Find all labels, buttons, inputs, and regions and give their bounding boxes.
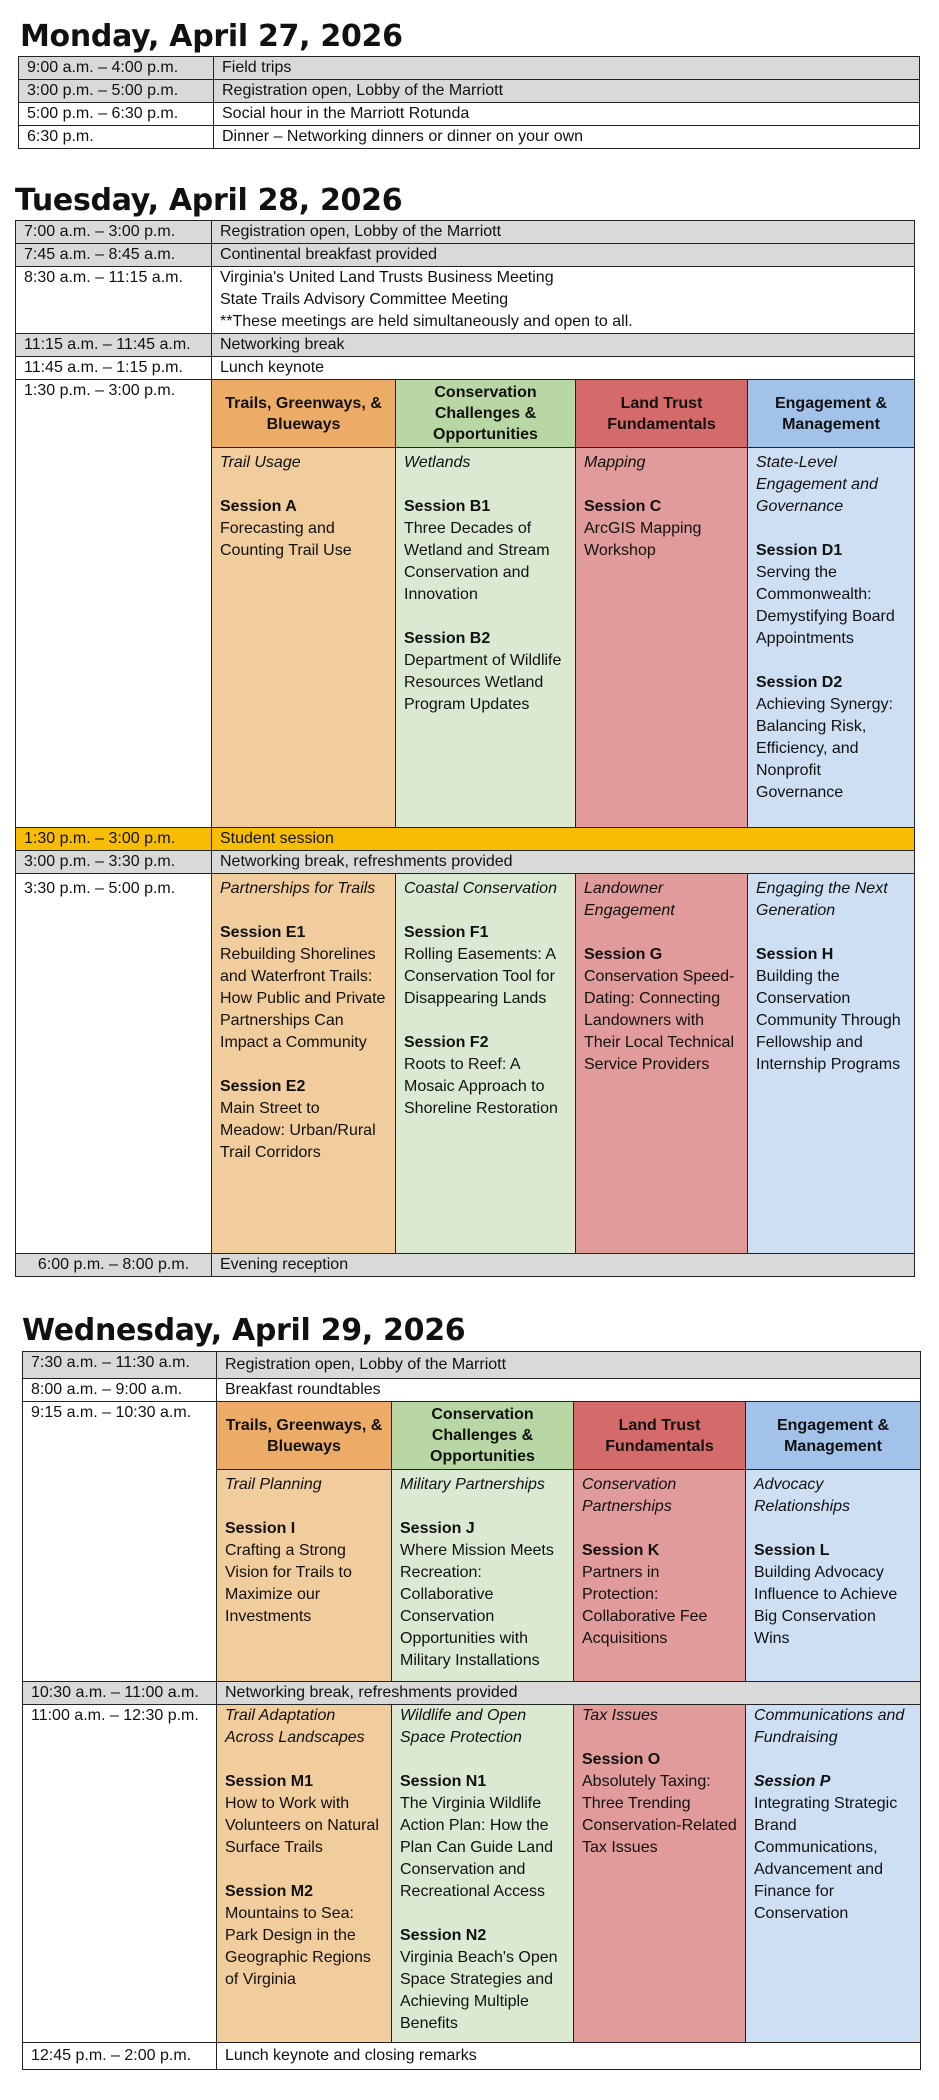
session-label: Session M1: [225, 1773, 314, 1790]
session-cell: [217, 1470, 392, 1682]
table-row: [19, 126, 920, 149]
table-row: [23, 1379, 921, 1402]
session-label: Session F1: [404, 924, 489, 941]
day-heading-wednesday: Wednesday, April 29, 2026: [22, 1313, 466, 1348]
session-title: Serving the Commonwealth: Demystifying Board Appointments: [756, 564, 895, 647]
topic-label: Wildlife and Open Space Protection: [400, 1707, 527, 1746]
session-label: Session L: [754, 1542, 830, 1559]
session-label: Session A: [220, 498, 297, 515]
session-title: The Virginia Wildlife Action Plan: How the Plan Can Guide Land Conservation and Recreational Access: [400, 1795, 553, 1900]
event-cell: Networking break, refreshments provided: [217, 1682, 921, 1705]
student-session-row: [16, 828, 915, 851]
topic-label: Tax Issues: [582, 1707, 658, 1724]
table-row: [16, 851, 915, 874]
session-label: Session E1: [220, 924, 306, 941]
time-cell: 6:00 p.m. – 8:00 p.m.: [16, 1254, 212, 1277]
event-cell: Evening reception: [212, 1254, 915, 1277]
session-title: Crafting a Strong Vision for Trails to Maximize our Investments: [225, 1542, 352, 1625]
table-row: [16, 244, 915, 267]
topic-label: Engaging the Next Generation: [756, 880, 888, 919]
table-row: [23, 1682, 921, 1705]
session-title: Integrating Strategic Brand Communications, Advancement and Finance for Conservation: [754, 1795, 898, 1922]
session-title: Main Street to Meadow: Urban/Rural Trail Corridors: [220, 1100, 376, 1161]
track-header-engagement: Engagement & Management: [746, 1402, 921, 1470]
session-cell: [574, 1705, 746, 2043]
time-cell: 7:30 a.m. – 11:30 a.m.: [23, 1352, 217, 1379]
session-cell: [392, 1705, 574, 2043]
topic-label: Communications and Fundraising: [754, 1707, 905, 1746]
day-heading-tuesday: Tuesday, April 28, 2026: [15, 183, 403, 218]
session-cell: [746, 1705, 921, 2043]
session-title: Three Decades of Wetland and Stream Conservation and Innovation: [404, 520, 550, 603]
table-row: [16, 221, 915, 244]
session-label: Session B2: [404, 630, 491, 647]
session-cell: [212, 874, 396, 1254]
track-header-row: [16, 380, 915, 448]
session-title: Partners in Protection: Collaborative Fee Acquisitions: [582, 1564, 708, 1647]
session-title: Rebuilding Shorelines and Waterfront Trails: How Public and Private Partnerships Can Impact a Community: [220, 946, 386, 1051]
topic-label: Conservation Partnerships: [582, 1476, 677, 1515]
event-cell: Networking break: [212, 334, 915, 357]
table-row: [16, 267, 915, 334]
time-cell: 11:45 a.m. – 1:15 p.m.: [16, 357, 212, 380]
track-header-conservation: Conservation Challenges & Opportunities: [392, 1402, 574, 1470]
topic-label: Wetlands: [404, 454, 471, 471]
session-cell: [576, 448, 748, 828]
session-label: Session B1: [404, 498, 491, 515]
time-cell: 1:30 p.m. – 3:00 p.m.: [16, 380, 212, 828]
track-header-land-trust: Land Trust Fundamentals: [574, 1402, 746, 1470]
event-cell: Dinner – Networking dinners or dinner on your own: [214, 126, 920, 149]
table-row: [19, 80, 920, 103]
session-title: Achieving Synergy: Balancing Risk, Efficiency, and Nonprofit Governance: [756, 696, 893, 801]
table-row: [19, 103, 920, 126]
session-title: Mountains to Sea: Park Design in the Geographic Regions of Virginia: [225, 1905, 371, 1988]
track-header-land-trust: Land Trust Fundamentals: [576, 380, 748, 448]
session-title: Rolling Easements: A Conservation Tool for Disappearing Lands: [404, 946, 556, 1007]
event-cell: Field trips: [214, 57, 920, 80]
time-cell: 9:15 a.m. – 10:30 a.m.: [23, 1402, 217, 1682]
time-cell: 3:00 p.m. – 3:30 p.m.: [16, 851, 212, 874]
topic-label: Trail Planning: [225, 1476, 322, 1493]
meeting-line: State Trails Advisory Committee Meeting: [220, 291, 509, 308]
tuesday-schedule: [15, 220, 915, 1277]
table-row: [23, 2043, 921, 2070]
event-cell: [212, 267, 915, 334]
session-cell: [748, 448, 915, 828]
session-label: Session M2: [225, 1883, 314, 1900]
session-title: Roots to Reef: A Mosaic Approach to Shoreline Restoration: [404, 1056, 558, 1117]
time-cell: 11:00 a.m. – 12:30 p.m.: [23, 1705, 217, 2043]
event-cell: Networking break, refreshments provided: [212, 851, 915, 874]
session-title: ArcGIS Mapping Workshop: [584, 520, 702, 559]
session-cell: [748, 874, 915, 1254]
time-cell: 7:00 a.m. – 3:00 p.m.: [16, 221, 212, 244]
event-cell: Registration open, Lobby of the Marriott: [212, 221, 915, 244]
time-cell: 8:30 a.m. – 11:15 a.m.: [16, 267, 212, 334]
day-heading-monday: Monday, April 27, 2026: [20, 19, 403, 54]
time-cell: 12:45 p.m. – 2:00 p.m.: [23, 2043, 217, 2070]
topic-label: State-Level Engagement and Governance: [756, 454, 878, 515]
topic-label: Advocacy Relationships: [754, 1476, 851, 1515]
session-title: Conservation Speed-Dating: Connecting Landowners with Their Local Technical Service Providers: [584, 968, 735, 1073]
track-header-row: [23, 1402, 921, 1470]
session-label: Session P: [754, 1773, 831, 1790]
session-cell: [217, 1705, 392, 2043]
session-title: Department of Wildlife Resources Wetland Program Updates: [404, 652, 562, 713]
event-cell: Student session: [212, 828, 915, 851]
session-label: Session F2: [404, 1034, 489, 1051]
topic-label: Military Partnerships: [400, 1476, 545, 1493]
time-cell: 3:00 p.m. – 5:00 p.m.: [19, 80, 214, 103]
session-cell: [576, 874, 748, 1254]
session-label: Session J: [400, 1520, 475, 1537]
session-label: Session D1: [756, 542, 843, 559]
event-cell: Lunch keynote and closing remarks: [217, 2043, 921, 2070]
topic-label: Partnerships for Trails: [220, 880, 376, 897]
session-label: Session K: [582, 1542, 660, 1559]
time-cell: 7:45 a.m. – 8:45 a.m.: [16, 244, 212, 267]
session-label: Session H: [756, 946, 834, 963]
session-title: Building Advocacy Influence to Achieve Big Conservation Wins: [754, 1564, 898, 1647]
track-header-engagement: Engagement & Management: [748, 380, 915, 448]
track-header-trails: Trails, Greenways, & Blueways: [217, 1402, 392, 1470]
time-cell: 8:00 a.m. – 9:00 a.m.: [23, 1379, 217, 1402]
session-cell: [212, 448, 396, 828]
event-cell: Continental breakfast provided: [212, 244, 915, 267]
time-cell: 9:00 a.m. – 4:00 p.m.: [19, 57, 214, 80]
session-title: Forecasting and Counting Trail Use: [220, 520, 352, 559]
time-cell: 3:30 p.m. – 5:00 p.m.: [16, 874, 212, 1254]
event-cell: Social hour in the Marriott Rotunda: [214, 103, 920, 126]
event-cell: Lunch keynote: [212, 357, 915, 380]
session-title: How to Work with Volunteers on Natural Surface Trails: [225, 1795, 379, 1856]
time-cell: 5:00 p.m. – 6:30 p.m.: [19, 103, 214, 126]
table-row: [16, 1254, 915, 1277]
meeting-line: Virginia's United Land Trusts Business Meeting: [220, 269, 554, 286]
session-label: Session N1: [400, 1773, 487, 1790]
topic-label: Coastal Conservation: [404, 880, 557, 897]
session-row: [16, 874, 915, 1254]
session-cell: [392, 1470, 574, 1682]
session-label: Session I: [225, 1520, 296, 1537]
time-cell: 6:30 p.m.: [19, 126, 214, 149]
session-label: Session D2: [756, 674, 843, 691]
session-title: Where Mission Meets Recreation: Collaborative Conservation Opportunities with Military Installations: [400, 1542, 554, 1669]
table-row: [16, 357, 915, 380]
session-title: Absolutely Taxing: Three Trending Conservation-Related Tax Issues: [582, 1773, 737, 1856]
time-cell: 11:15 a.m. – 11:45 a.m.: [16, 334, 212, 357]
session-cell: [746, 1470, 921, 1682]
track-header-conservation: Conservation Challenges & Opportunities: [396, 380, 576, 448]
table-row: [16, 334, 915, 357]
session-label: Session C: [584, 498, 662, 515]
topic-label: Trail Adaptation Across Landscapes: [225, 1707, 365, 1746]
session-label: Session O: [582, 1751, 661, 1768]
session-title: Building the Conservation Community Through Fellowship and Internship Programs: [756, 968, 901, 1073]
meeting-note: **These meetings are held simultaneously and open to all.: [220, 313, 633, 330]
session-title: Virginia Beach's Open Space Strategies and Achieving Multiple Benefits: [400, 1949, 558, 2032]
session-row: [23, 1705, 921, 2043]
event-cell: Registration open, Lobby of the Marriott: [217, 1352, 921, 1379]
monday-schedule: [18, 56, 920, 149]
time-cell: 10:30 a.m. – 11:00 a.m.: [23, 1682, 217, 1705]
topic-label: Mapping: [584, 454, 646, 471]
time-cell: 1:30 p.m. – 3:00 p.m.: [16, 828, 212, 851]
event-cell: Registration open, Lobby of the Marriott: [214, 80, 920, 103]
topic-label: Trail Usage: [220, 454, 301, 471]
session-cell: [396, 448, 576, 828]
topic-label: Landowner Engagement: [584, 880, 675, 919]
table-row: [19, 57, 920, 80]
wednesday-schedule: [22, 1351, 921, 2070]
session-label: Session G: [584, 946, 663, 963]
session-label: Session N2: [400, 1927, 487, 1944]
session-cell: [396, 874, 576, 1254]
session-label: Session E2: [220, 1078, 306, 1095]
event-cell: Breakfast roundtables: [217, 1379, 921, 1402]
table-row: [23, 1352, 921, 1379]
track-header-trails: Trails, Greenways, & Blueways: [212, 380, 396, 448]
session-cell: [574, 1470, 746, 1682]
